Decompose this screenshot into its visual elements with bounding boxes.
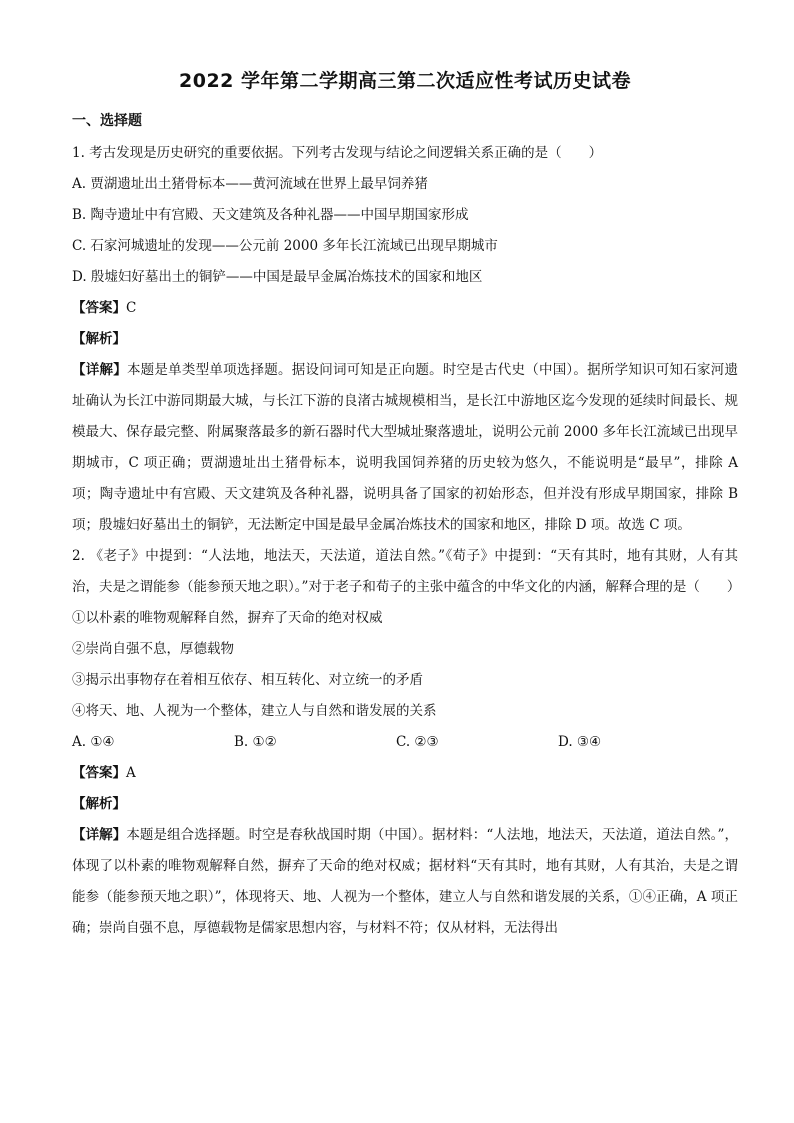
question-2-statement-4: ④将天、地、人视为一个整体，建立人与自然和谐发展的关系 bbox=[72, 703, 437, 719]
question-2-statement-1: ①以朴素的唯物观解释自然，摒弃了天命的绝对权威 bbox=[72, 610, 383, 626]
question-2-analysis-tag bbox=[72, 789, 738, 820]
question-2-answer bbox=[72, 758, 738, 789]
question-2-option-d: D. ③④ bbox=[558, 734, 602, 750]
question-2-option-b: B. ①② bbox=[234, 734, 277, 750]
answer-tag: 【答案】 bbox=[72, 300, 126, 316]
section-heading: 一、选择题 bbox=[72, 113, 142, 129]
detail-tag: 【详解】 bbox=[72, 827, 127, 843]
question-2 bbox=[72, 541, 741, 944]
question-1-option-b: B. 陶寺遗址中有宫殿、天文建筑及各种礼器——中国早期国家形成 bbox=[72, 207, 469, 223]
question-2-detail bbox=[72, 820, 738, 944]
question-2-stem: 2. 《老子》中提到：“人法地，地法天，天法道，道法自然。”《荀子》中提到：“天有其时，地有其财，人有其治，夫是之谓能参（能参预天地之职）。”对于老子和荀子的主张中蕴含的中华文化的内涵，解释合理的是（ ） bbox=[72, 548, 741, 595]
question-1-answer bbox=[72, 293, 738, 324]
question-1-option-a: A. 贾湖遗址出土猪骨标本——黄河流域在世界上最早饲养猪 bbox=[72, 176, 428, 192]
question-2-options bbox=[72, 727, 738, 758]
detail-text: 本题是组合选择题。时空是春秋战国时期（中国）。据材料：“人法地，地法天，天法道，道法自然。”，体现了以朴素的唯物观解释自然，摒弃了天命的绝对权威；据材料“天有其时，地有其财，人有其治，夫是之谓能参（能参预天地之职）”，体现将天、地、人视为一个整体，建立人与自然和谐发展的关系，①④正确，A 项正确；崇尚自强不息，厚德载物是儒家思想内容，与材料不符；仅从材料，无法得出 bbox=[72, 827, 738, 936]
question-2-statement-3: ③揭示出事物存在着相互依存、相互转化、对立统一的矛盾 bbox=[72, 672, 423, 688]
question-1-analysis-tag bbox=[72, 324, 738, 355]
question-1-detail bbox=[72, 355, 738, 541]
question-1-stem: 1. 考古发现是历史研究的重要依据。下列考古发现与结论之间逻辑关系正确的是（ ） bbox=[72, 145, 603, 161]
question-2-option-c: C. ②③ bbox=[396, 734, 439, 750]
question-1-option-c: C. 石家河城遗址的发现——公元前 2000 多年长江流域已出现早期城市 bbox=[72, 238, 498, 254]
question-2-option-a: A. ①④ bbox=[72, 734, 115, 750]
question-1 bbox=[72, 138, 738, 541]
answer-value: A bbox=[126, 765, 136, 781]
question-1-option-d: D. 殷墟妇好墓出土的铜铲——中国是最早金属冶炼技术的国家和地区 bbox=[72, 269, 483, 285]
answer-tag: 【答案】 bbox=[72, 765, 126, 781]
question-2-statement-2: ②崇尚自强不息，厚德载物 bbox=[72, 641, 234, 657]
answer-value: C bbox=[126, 300, 137, 316]
page-title: 2022 学年第二学期高三第二次适应性考试历史试卷 bbox=[179, 70, 631, 92]
detail-text: 本题是单类型单项选择题。据设问词可知是正向题。时空是古代史（中国）。据所学知识可知石家河遗址确认为长江中游同期最大城，与长江下游的良渚古城规模相当，是长江中游地区迄今发现的延续时间最长、规模最大、保存最完整、附属聚落最多的新石器时代大型城址聚落遗址，说明公元前 2000 多年长江流域已出现早期城市，C 项正确；贾湖遗址出土猪骨标本，说明我国饲养猪的历史较为悠久，不能说明是“最早”，排除 A 项；陶寺遗址中有宫殿、天文建筑及各种礼器，说明具备了国家的初始形态，但并没有形成早期国家，排除 B 项；殷墟妇好墓出土的铜铲，无法断定中国是最早金属冶炼技术的国家和地区，排除 D 项。故选 C 项。 bbox=[72, 362, 738, 533]
detail-tag: 【详解】 bbox=[72, 362, 127, 378]
analysis-tag: 【解析】 bbox=[72, 331, 126, 347]
analysis-tag: 【解析】 bbox=[72, 796, 126, 812]
